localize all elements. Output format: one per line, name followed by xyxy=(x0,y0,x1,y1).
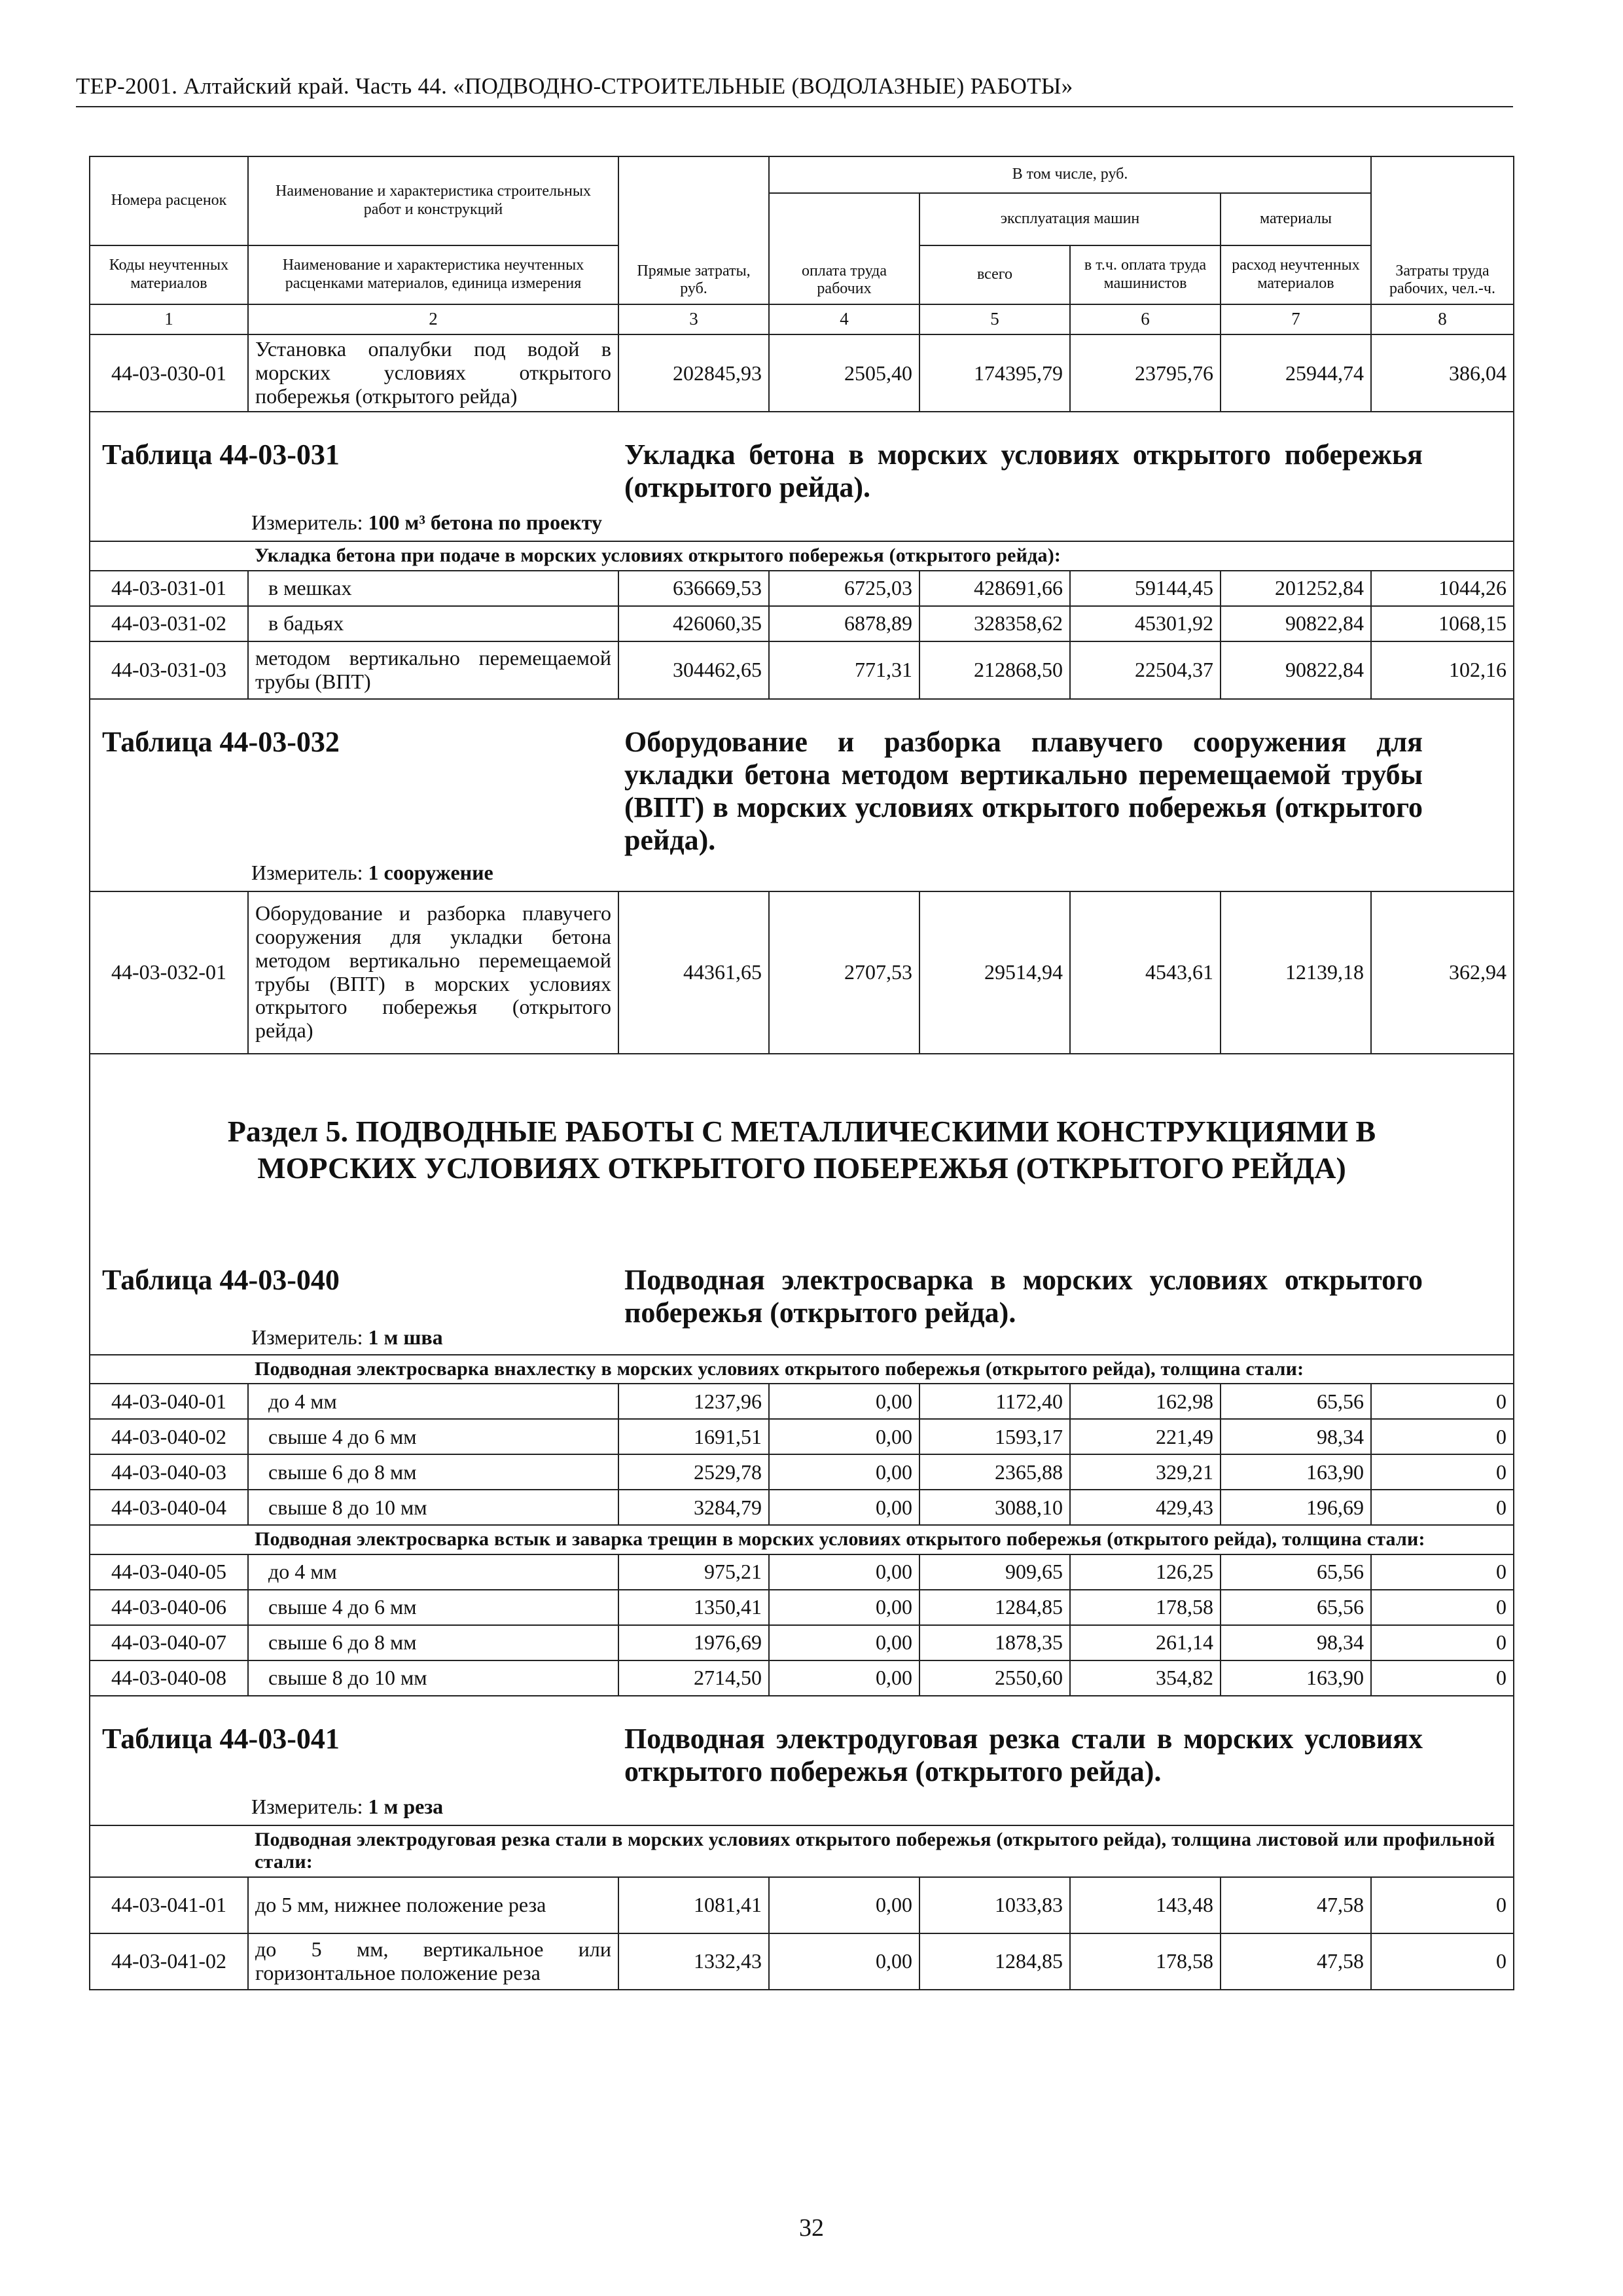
table-title: Укладка бетона в морских условиях открытого побережья (открытого рейда). xyxy=(624,439,1423,503)
work-name-cell: до 5 мм, нижнее положение реза xyxy=(248,1877,618,1933)
table-row xyxy=(90,1933,1514,1990)
table-row xyxy=(90,1554,1514,1590)
work-name-cell: методом вертикально перемещаемой трубы (ВПТ) xyxy=(248,641,618,699)
table-row xyxy=(90,1384,1514,1419)
rate-code-cell: 44-03-041-02 xyxy=(90,1933,248,1990)
incl-header: В том числе, руб. xyxy=(769,156,1371,193)
machines-labor-cell: 261,14 xyxy=(1070,1625,1221,1660)
materials-cell: 47,58 xyxy=(1221,1877,1371,1933)
work-name-cell: до 4 мм xyxy=(248,1384,618,1419)
table-row xyxy=(90,334,1514,412)
table-id: Таблица 44-03-041 xyxy=(102,1722,340,1755)
machines-labor-cell: 23795,76 xyxy=(1070,334,1221,412)
col-machines-total-header: всего xyxy=(919,245,1070,304)
materials-cell: 65,56 xyxy=(1221,1384,1371,1419)
labor-pay-cell: 0,00 xyxy=(769,1554,919,1590)
table-title: Оборудование и разборка плавучего сооружения для укладки бетона методом вертикально перемещаемой трубы (ВПТ) в морских условиях открытого побережья (открытого рейда). xyxy=(624,725,1423,856)
machines-labor-cell: 4543,61 xyxy=(1070,891,1221,1054)
direct-costs-cell: 1976,69 xyxy=(618,1625,769,1660)
rate-code-cell: 44-03-040-02 xyxy=(90,1419,248,1454)
rate-code-cell: 44-03-031-03 xyxy=(90,641,248,699)
rate-code-cell: 44-03-032-01 xyxy=(90,891,248,1054)
labor-hours-cell: 0 xyxy=(1371,1454,1514,1490)
direct-costs-cell: 1332,43 xyxy=(618,1933,769,1990)
col-number: 4 xyxy=(769,304,919,334)
rate-code-cell: 44-03-040-06 xyxy=(90,1590,248,1625)
machines-total-cell: 29514,94 xyxy=(919,891,1070,1054)
col-labor-hours-header: Затраты труда рабочих, чел.-ч. xyxy=(1371,156,1514,304)
table-row xyxy=(90,1625,1514,1660)
direct-costs-cell: 426060,35 xyxy=(618,606,769,641)
col-rate-number-header: Номера расценок xyxy=(90,156,248,245)
labor-hours-cell: 1044,26 xyxy=(1371,571,1514,606)
col-materials-name-header: Наименование и характеристика неучтенных расценками материалов, единица измерения xyxy=(248,245,618,304)
group-heading: Укладка бетона при подаче в морских условиях открытого побережья (открытого рейда): xyxy=(248,541,1514,571)
labor-pay-cell: 0,00 xyxy=(769,1419,919,1454)
labor-hours-cell: 386,04 xyxy=(1371,334,1514,412)
rate-code-cell: 44-03-031-02 xyxy=(90,606,248,641)
table-row xyxy=(90,1877,1514,1933)
work-name-cell: до 4 мм xyxy=(248,1554,618,1590)
machines-total-cell: 2365,88 xyxy=(919,1454,1070,1490)
labor-hours-cell: 0 xyxy=(1371,1419,1514,1454)
running-header: ТЕР-2001. Алтайский край. Часть 44. «ПОДВОДНО-СТРОИТЕЛЬНЫЕ (ВОДОЛАЗНЫЕ) РАБОТЫ» xyxy=(76,73,1073,99)
labor-pay-cell: 0,00 xyxy=(769,1660,919,1696)
machines-labor-cell: 59144,45 xyxy=(1070,571,1221,606)
machines-total-cell: 1284,85 xyxy=(919,1590,1070,1625)
table-row xyxy=(90,641,1514,699)
machines-labor-cell: 178,58 xyxy=(1070,1933,1221,1990)
rate-code-cell: 44-03-040-08 xyxy=(90,1660,248,1696)
labor-pay-cell: 0,00 xyxy=(769,1933,919,1990)
rate-code-cell: 44-03-031-01 xyxy=(90,571,248,606)
direct-costs-cell: 44361,65 xyxy=(618,891,769,1054)
work-name-cell: свыше 4 до 6 мм xyxy=(248,1590,618,1625)
work-name-cell: Оборудование и разборка плавучего сооружения для укладки бетона методом вертикально перемещаемой трубы (ВПТ) в морских условиях открытого побережья (открытого рейда) xyxy=(248,891,618,1054)
labor-pay-cell: 771,31 xyxy=(769,641,919,699)
measure-unit: Измеритель: 1 сооружение xyxy=(251,860,493,884)
machines-labor-cell: 143,48 xyxy=(1070,1877,1221,1933)
materials-cell: 98,34 xyxy=(1221,1419,1371,1454)
table-title: Подводная электросварка в морских условиях открытого побережья (открытого рейда). xyxy=(624,1263,1423,1329)
table-id: Таблица 44-03-040 xyxy=(102,1263,340,1296)
table-row xyxy=(90,1660,1514,1696)
machines-header: эксплуатация машин xyxy=(919,193,1221,245)
labor-pay-cell: 0,00 xyxy=(769,1490,919,1525)
materials-cell: 25944,74 xyxy=(1221,334,1371,412)
labor-pay-cell: 2505,40 xyxy=(769,334,919,412)
col-number: 6 xyxy=(1070,304,1221,334)
col-number: 2 xyxy=(248,304,618,334)
work-name-cell: Установка опалубки под водой в морских условиях открытого побережья (открытого рейда) xyxy=(248,334,618,412)
machines-labor-cell: 429,43 xyxy=(1070,1490,1221,1525)
labor-pay-cell: 0,00 xyxy=(769,1590,919,1625)
machines-labor-cell: 178,58 xyxy=(1070,1590,1221,1625)
labor-hours-cell: 0 xyxy=(1371,1933,1514,1990)
table-id: Таблица 44-03-031 xyxy=(102,439,340,471)
labor-hours-cell: 362,94 xyxy=(1371,891,1514,1054)
direct-costs-cell: 975,21 xyxy=(618,1554,769,1590)
direct-costs-cell: 1350,41 xyxy=(618,1590,769,1625)
work-name-cell: до 5 мм, вертикальное или горизонтальное положение реза xyxy=(248,1933,618,1990)
labor-hours-cell: 0 xyxy=(1371,1490,1514,1525)
col-number: 8 xyxy=(1371,304,1514,334)
materials-cell: 163,90 xyxy=(1221,1660,1371,1696)
direct-costs-cell: 304462,65 xyxy=(618,641,769,699)
col-number: 3 xyxy=(618,304,769,334)
direct-costs-cell: 2714,50 xyxy=(618,1660,769,1696)
table-row xyxy=(90,571,1514,606)
table-caption-040 xyxy=(90,1264,1513,1354)
table-row xyxy=(90,1419,1514,1454)
rates-table xyxy=(89,156,1514,1990)
table-title: Подводная электродуговая резка стали в морских условиях открытого побережья (открытого рейда). xyxy=(624,1722,1423,1787)
table-row xyxy=(90,891,1514,1054)
machines-labor-cell: 162,98 xyxy=(1070,1384,1221,1419)
col-machines-labor-header: в т.ч. оплата труда машинистов xyxy=(1070,245,1221,304)
col-codes-header: Коды неучтенных материалов xyxy=(90,245,248,304)
labor-hours-cell: 1068,15 xyxy=(1371,606,1514,641)
rate-code-cell: 44-03-040-05 xyxy=(90,1554,248,1590)
labor-pay-cell: 2707,53 xyxy=(769,891,919,1054)
materials-cell: 65,56 xyxy=(1221,1590,1371,1625)
machines-total-cell: 1284,85 xyxy=(919,1933,1070,1990)
work-name-cell: свыше 6 до 8 мм xyxy=(248,1454,618,1490)
col-materials-usage-header: расход неучтенных материалов xyxy=(1221,245,1371,304)
table-id: Таблица 44-03-032 xyxy=(102,725,340,758)
materials-cell: 163,90 xyxy=(1221,1454,1371,1490)
materials-cell: 98,34 xyxy=(1221,1625,1371,1660)
col-direct-costs-header: Прямые затраты, руб. xyxy=(618,156,769,304)
rate-code-cell: 44-03-041-01 xyxy=(90,1877,248,1933)
machines-total-cell: 328358,62 xyxy=(919,606,1070,641)
col-number: 1 xyxy=(90,304,248,334)
direct-costs-cell: 636669,53 xyxy=(618,571,769,606)
labor-pay-cell: 6878,89 xyxy=(769,606,919,641)
col-number: 5 xyxy=(919,304,1070,334)
labor-hours-cell: 0 xyxy=(1371,1625,1514,1660)
group-heading: Подводная электросварка встык и заварка трещин в морских условиях открытого побережья (открытого рейда), толщина стали: xyxy=(248,1525,1514,1554)
labor-hours-cell: 0 xyxy=(1371,1877,1514,1933)
table-row xyxy=(90,606,1514,641)
materials-cell: 90822,84 xyxy=(1221,641,1371,699)
table-caption-041 xyxy=(90,1696,1513,1825)
materials-cell: 201252,84 xyxy=(1221,571,1371,606)
col-work-name-header: Наименование и характеристика строительных работ и конструкций xyxy=(248,156,618,245)
machines-total-cell: 1878,35 xyxy=(919,1625,1070,1660)
labor-hours-cell: 102,16 xyxy=(1371,641,1514,699)
machines-labor-cell: 22504,37 xyxy=(1070,641,1221,699)
labor-pay-cell: 0,00 xyxy=(769,1625,919,1660)
labor-hours-cell: 0 xyxy=(1371,1384,1514,1419)
rate-code-cell: 44-03-040-04 xyxy=(90,1490,248,1525)
col-labor-header: оплата труда рабочих xyxy=(769,193,919,304)
materials-cell: 196,69 xyxy=(1221,1490,1371,1525)
work-name-cell: свыше 8 до 10 мм xyxy=(248,1490,618,1525)
header-rule xyxy=(76,106,1513,107)
work-name-cell: свыше 4 до 6 мм xyxy=(248,1419,618,1454)
measure-unit: Измеритель: 1 м шва xyxy=(251,1325,443,1349)
work-name-cell: в мешках xyxy=(248,571,618,606)
group-heading: Подводная электродуговая резка стали в морских условиях открытого побережья (открытого рейда), толщина листовой или профильной стали: xyxy=(248,1825,1514,1877)
labor-pay-cell: 0,00 xyxy=(769,1384,919,1419)
labor-pay-cell: 0,00 xyxy=(769,1877,919,1933)
table-row xyxy=(90,1490,1514,1525)
rate-code-cell: 44-03-040-07 xyxy=(90,1625,248,1660)
direct-costs-cell: 1691,51 xyxy=(618,1419,769,1454)
machines-labor-cell: 221,49 xyxy=(1070,1419,1221,1454)
work-name-cell: в бадьях xyxy=(248,606,618,641)
labor-hours-cell: 0 xyxy=(1371,1554,1514,1590)
machines-total-cell: 428691,66 xyxy=(919,571,1070,606)
direct-costs-cell: 1237,96 xyxy=(618,1384,769,1419)
direct-costs-cell: 3284,79 xyxy=(618,1490,769,1525)
labor-pay-cell: 0,00 xyxy=(769,1454,919,1490)
machines-labor-cell: 45301,92 xyxy=(1070,606,1221,641)
machines-total-cell: 2550,60 xyxy=(919,1660,1070,1696)
rate-code-cell: 44-03-040-03 xyxy=(90,1454,248,1490)
machines-total-cell: 212868,50 xyxy=(919,641,1070,699)
materials-cell: 12139,18 xyxy=(1221,891,1371,1054)
rate-code-cell: 44-03-030-01 xyxy=(90,334,248,412)
labor-hours-cell: 0 xyxy=(1371,1660,1514,1696)
labor-hours-cell: 0 xyxy=(1371,1590,1514,1625)
materials-cell: 47,58 xyxy=(1221,1933,1371,1990)
machines-total-cell: 1172,40 xyxy=(919,1384,1070,1419)
work-name-cell: свыше 8 до 10 мм xyxy=(248,1660,618,1696)
machines-total-cell: 174395,79 xyxy=(919,334,1070,412)
direct-costs-cell: 1081,41 xyxy=(618,1877,769,1933)
measure-unit: Измеритель: 100 м³ бетона по проекту xyxy=(251,511,603,534)
group-heading: Подводная электросварка внахлестку в морских условиях открытого побережья (открытого рейда), толщина стали: xyxy=(248,1355,1514,1384)
machines-total-cell: 909,65 xyxy=(919,1554,1070,1590)
rate-code-cell: 44-03-040-01 xyxy=(90,1384,248,1419)
work-name-cell: свыше 6 до 8 мм xyxy=(248,1625,618,1660)
table-caption-032 xyxy=(90,700,1513,891)
direct-costs-cell: 2529,78 xyxy=(618,1454,769,1490)
table-row xyxy=(90,1590,1514,1625)
machines-total-cell: 3088,10 xyxy=(919,1490,1070,1525)
materials-cell: 90822,84 xyxy=(1221,606,1371,641)
labor-pay-cell: 6725,03 xyxy=(769,571,919,606)
machines-total-cell: 1033,83 xyxy=(919,1877,1070,1933)
direct-costs-cell: 202845,93 xyxy=(618,334,769,412)
section-title: Раздел 5. ПОДВОДНЫЕ РАБОТЫ С МЕТАЛЛИЧЕСКИМИ КОНСТРУКЦИЯМИ В МОРСКИХ УСЛОВИЯХ ОТКРЫТОГО ПОБЕРЕЖЬЯ (ОТКРЫТОГО РЕЙДА) xyxy=(227,1114,1376,1185)
machines-labor-cell: 329,21 xyxy=(1070,1454,1221,1490)
machines-total-cell: 1593,17 xyxy=(919,1419,1070,1454)
materials-cell: 65,56 xyxy=(1221,1554,1371,1590)
col-number: 7 xyxy=(1221,304,1371,334)
materials-header: материалы xyxy=(1221,193,1371,245)
machines-labor-cell: 126,25 xyxy=(1070,1554,1221,1590)
section-block xyxy=(90,1054,1513,1264)
table-row xyxy=(90,1454,1514,1490)
measure-unit: Измеритель: 1 м реза xyxy=(251,1794,444,1818)
page-number: 32 xyxy=(799,2214,824,2242)
machines-labor-cell: 354,82 xyxy=(1070,1660,1221,1696)
table-caption-031 xyxy=(90,412,1513,541)
